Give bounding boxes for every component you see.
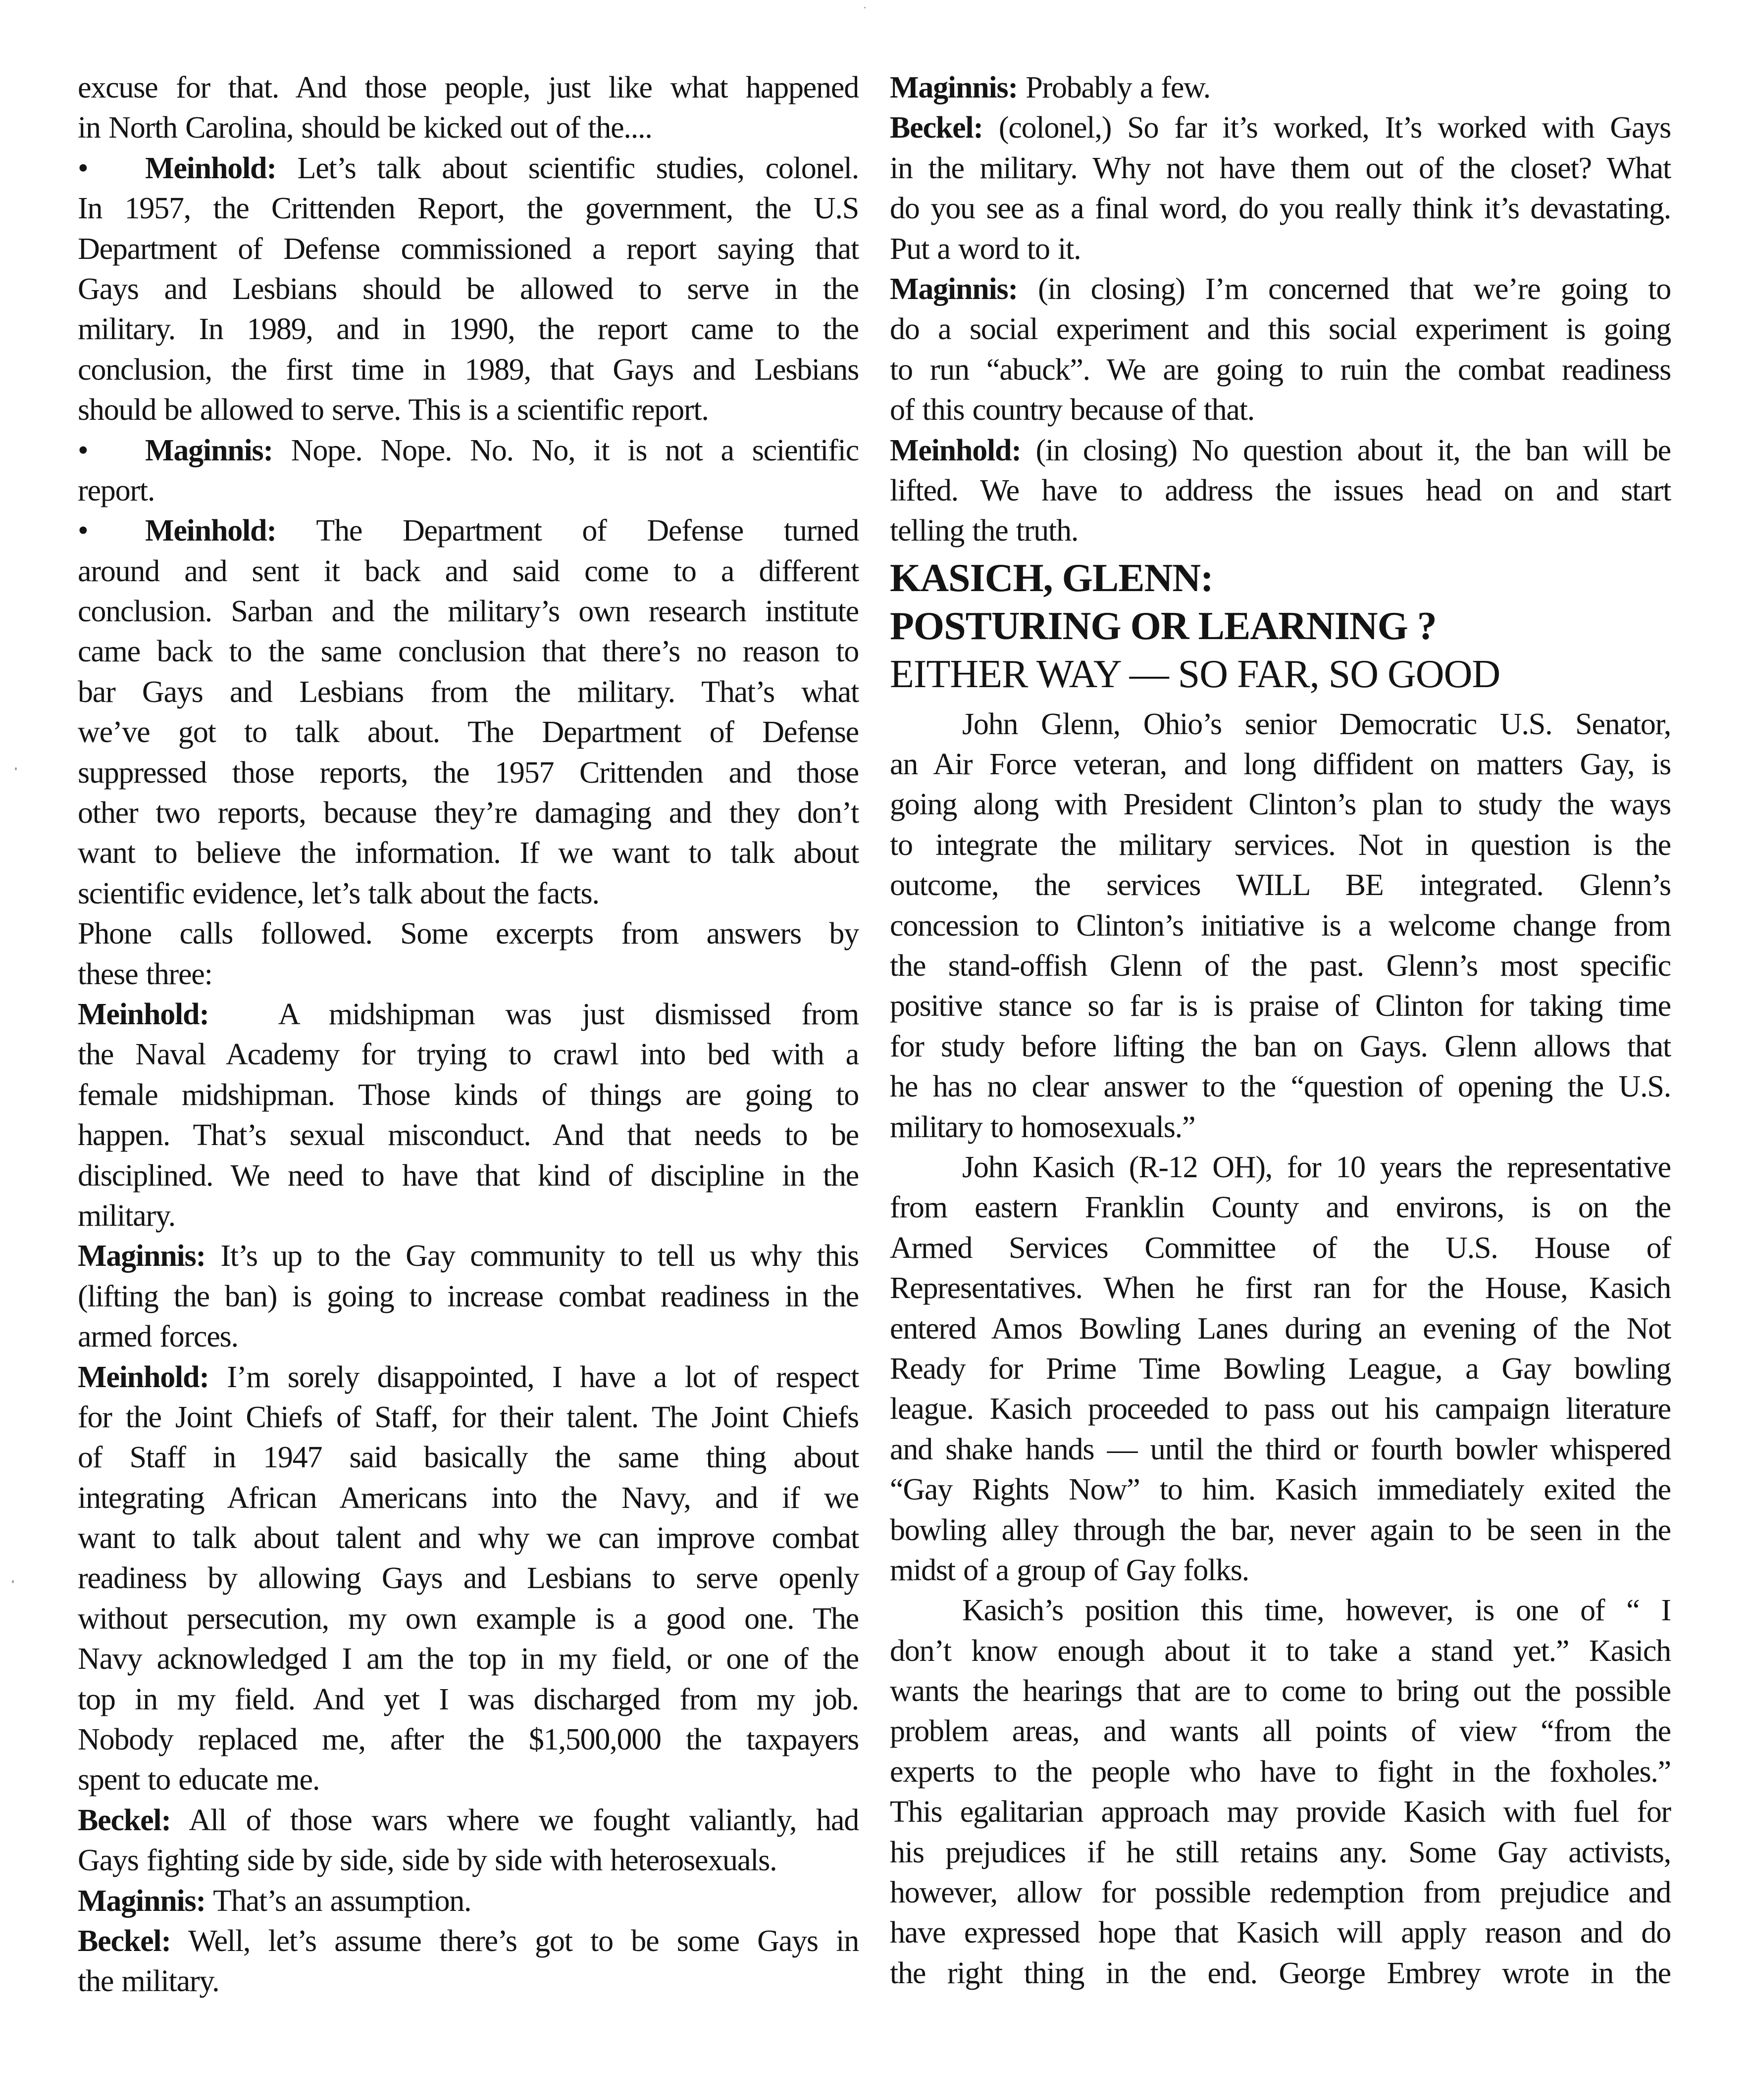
line-text: Nope. Nope. No. No, it is not a scientific — [272, 433, 859, 467]
text-line — [78, 1035, 859, 1075]
line-text: for study before lifting the ban on Gays. Glenn allows that — [890, 1029, 1671, 1063]
line-text: we’ve got to talk about. The Department of Defense — [78, 715, 859, 750]
text-line — [890, 68, 1671, 108]
line-text: should be allowed to serve. This is a scientific report. — [78, 393, 709, 427]
line-text: scientific evidence, let’s talk about the facts. — [78, 876, 599, 910]
line-text: The Department of Defense turned — [276, 514, 859, 548]
text-line — [78, 551, 859, 592]
text-line — [890, 1953, 1671, 1994]
line-text: military. In 1989, and in 1990, the report came to the — [78, 312, 859, 347]
line-text: disciplined. We need to have that kind of discipline in the — [78, 1158, 859, 1193]
line-text: female midshipman. Those kinds of things are going to — [78, 1078, 859, 1112]
text-line — [890, 269, 1671, 309]
text-line — [890, 1268, 1671, 1308]
speaker-name: Meinhold: — [145, 151, 276, 185]
line-text: I’m sorely disappointed, I have a lot of respect — [208, 1360, 859, 1394]
line-text: came back to the same conclusion that there’s no reason to — [78, 635, 859, 669]
text-line — [78, 229, 859, 269]
text-line — [78, 1438, 859, 1478]
line-text: (lifting the ban) is going to increase combat readiness in the — [78, 1279, 859, 1313]
line-text: to integrate the military services. Not in question is the — [890, 828, 1671, 862]
line-text: without persecution, my own example is a good one. The — [78, 1601, 859, 1636]
line-text: conclusion, the first time in 1989, that Gays and Lesbians — [78, 352, 859, 387]
text-line — [78, 793, 859, 833]
speaker-name: Maginnis: — [78, 1884, 206, 1918]
line-text: of this country because of that. — [890, 393, 1255, 427]
line-text: excuse for that. And those people, just like what happened — [78, 71, 859, 104]
line-text: experts to the people who have to fight in the foxholes.” — [890, 1754, 1671, 1789]
line-text: bowling alley through the bar, never again to be seen in the — [890, 1513, 1671, 1547]
line-text: (in closing) I’m concerned that we’re going to — [1017, 272, 1671, 306]
line-text: Armed Services Committee of the U.S. House of — [890, 1231, 1671, 1265]
text-line — [890, 189, 1671, 229]
text-line — [78, 1478, 859, 1518]
headline-line-1: KASICH, GLENN: — [890, 556, 1213, 600]
speaker-name: Beckel: — [78, 1924, 171, 1958]
text-line — [890, 825, 1671, 865]
line-text: Phone calls followed. Some excerpts from answers by — [78, 917, 859, 951]
text-line — [78, 1236, 859, 1276]
line-text: wants the hearings that are to come to bring out the possible — [890, 1674, 1671, 1708]
line-text: want to talk about talent and why we can improve combat — [78, 1521, 859, 1555]
text-line — [890, 1873, 1671, 1913]
text-line — [78, 1075, 859, 1115]
right-column-intro — [890, 68, 1671, 551]
line-text: All of those wars where we fought valiantly, had — [170, 1803, 859, 1837]
line-text: telling the truth. — [890, 514, 1079, 548]
text-line — [78, 833, 859, 873]
text-line — [890, 1107, 1671, 1148]
line-text: Let’s talk about scientific studies, colonel. — [276, 151, 859, 185]
text-line — [78, 269, 859, 309]
line-text: do you see as a final word, do you really think it’s devastating. — [890, 192, 1671, 226]
text-line — [78, 1921, 859, 1961]
speaker-name: Meinhold: — [890, 433, 1021, 467]
line-text: concession to Clinton’s initiative is a welcome change from — [890, 908, 1671, 943]
scan-speck — [15, 767, 17, 770]
text-line — [890, 1389, 1671, 1429]
scan-speck — [864, 7, 866, 8]
speaker-name: Meinhold: — [78, 1360, 209, 1394]
text-line — [78, 1398, 859, 1438]
line-text: problem areas, and wants all points of view “from the — [890, 1714, 1671, 1749]
text-line — [78, 1317, 859, 1357]
text-line — [78, 1881, 859, 1921]
text-line — [78, 390, 859, 430]
line-text: (in closing) No question about it, the ban will be — [1021, 433, 1671, 467]
line-text: the Naval Academy for trying to crawl into bed with a — [78, 1038, 859, 1072]
text-line — [78, 712, 859, 752]
line-text: in North Carolina, should be kicked out of the.... — [78, 111, 652, 145]
line-text: armed forces. — [78, 1320, 238, 1354]
text-line — [890, 149, 1671, 189]
line-text: lifted. We have to address the issues head on and start — [890, 473, 1671, 507]
text-line — [78, 1558, 859, 1599]
text-line — [78, 1156, 859, 1196]
speaker-name: Maginnis: — [890, 71, 1018, 104]
text-line — [890, 1833, 1671, 1873]
text-line — [78, 995, 859, 1035]
line-text: do a social experiment and this social experiment is going — [890, 312, 1671, 347]
text-line — [890, 1913, 1671, 1953]
text-line — [78, 471, 859, 511]
line-text: In 1957, the Crittenden Report, the government, the U.S — [78, 192, 859, 226]
text-line — [78, 189, 859, 229]
text-line — [890, 229, 1671, 269]
text-line — [890, 1510, 1671, 1550]
line-text: John Kasich (R-12 OH), for 10 years the representative — [962, 1150, 1671, 1184]
article-headline — [890, 554, 1671, 699]
line-text: the stand-offish Glenn of the past. Glenn’s most specific — [890, 949, 1671, 983]
text-line — [78, 1800, 859, 1841]
bullet-icon: • — [78, 514, 88, 548]
speaker-name: Meinhold: — [145, 514, 276, 548]
line-text: other two reports, because they’re damaging and they don’t — [78, 796, 859, 830]
text-line — [78, 149, 859, 189]
text-line — [890, 785, 1671, 825]
text-line — [78, 1599, 859, 1639]
text-line — [890, 745, 1671, 785]
text-line — [78, 1639, 859, 1679]
line-text: around and sent it back and said come to a different — [78, 554, 859, 588]
line-text: Kasich’s position this time, however, is one of “ I — [962, 1594, 1671, 1628]
line-text: his prejudices if he still retains any. Some Gay activists, — [890, 1835, 1671, 1869]
text-line — [78, 309, 859, 350]
text-line — [890, 1711, 1671, 1751]
text-line — [78, 1196, 859, 1236]
text-line — [890, 350, 1671, 390]
text-line — [890, 1631, 1671, 1671]
text-line — [890, 704, 1671, 745]
article-body — [890, 704, 1671, 1994]
text-line — [78, 350, 859, 390]
line-text: for the Joint Chiefs of Staff, for their talent. The Joint Chiefs — [78, 1400, 859, 1434]
line-text: to run “abuck”. We are going to ruin the combat readiness — [890, 352, 1671, 387]
text-line — [890, 390, 1671, 430]
speaker-name: Meinhold: — [78, 997, 209, 1031]
line-text: positive stance so far is is praise of Clinton for taking time — [890, 989, 1671, 1023]
line-text: however, allow for possible redemption from prejudice and — [890, 1876, 1671, 1910]
bullet-icon: • — [78, 433, 88, 467]
line-text: want to believe the information. If we want to talk about — [78, 836, 859, 870]
text-line — [78, 672, 859, 712]
line-text: league. Kasich proceeded to pass out his campaign literature — [890, 1392, 1671, 1426]
text-line — [78, 874, 859, 914]
line-text: conclusion. Sarban and the military’s own research institute — [78, 595, 859, 629]
text-line — [890, 1591, 1671, 1631]
text-line — [890, 1148, 1671, 1188]
line-text: Put a word to it. — [890, 232, 1081, 266]
text-line — [78, 1277, 859, 1317]
text-line — [78, 592, 859, 632]
text-line — [78, 431, 859, 471]
line-text: A midshipman was just dismissed from — [278, 997, 859, 1031]
line-text: in the military. Why not have them out of the closet? What — [890, 151, 1671, 185]
line-text: John Glenn, Ohio’s senior Democratic U.S. Senator, — [962, 707, 1671, 741]
text-line — [78, 1720, 859, 1760]
line-text: top in my field. And yet I was discharged from my job. — [78, 1682, 859, 1716]
text-line — [890, 309, 1671, 350]
text-line — [78, 108, 859, 148]
line-text: outcome, the services WILL BE integrated. Glenn’s — [890, 868, 1671, 902]
text-line — [890, 1309, 1671, 1349]
line-text: readiness by allowing Gays and Lesbians to serve openly — [78, 1561, 859, 1596]
text-line — [78, 511, 859, 551]
text-line — [890, 1349, 1671, 1389]
line-text: an Air Force veteran, and long diffident on matters Gay, is — [890, 748, 1671, 782]
text-line — [890, 1550, 1671, 1591]
line-text: of Staff in 1947 said basically the same thing about — [78, 1441, 859, 1475]
text-line — [890, 1752, 1671, 1792]
text-line — [78, 753, 859, 793]
line-text: bar Gays and Lesbians from the military. That’s what — [78, 675, 859, 709]
line-text: he has no clear answer to the “question of opening the U.S. — [890, 1070, 1671, 1104]
line-text: (colonel,) So far it’s worked, It’s worked with Gays — [982, 111, 1671, 145]
text-line — [78, 1357, 859, 1398]
text-line — [890, 1067, 1671, 1107]
text-line — [78, 914, 859, 954]
text-line — [78, 1841, 859, 1881]
scan-speck — [12, 1580, 14, 1583]
text-line — [890, 1188, 1671, 1228]
text-line — [890, 1228, 1671, 1268]
bullet-icon: • — [78, 151, 88, 185]
line-text: Nobody replaced me, after the $1,500,000 the taxpayers — [78, 1723, 859, 1757]
line-text: Ready for Prime Time Bowling League, a Gay bowling — [890, 1351, 1671, 1386]
line-text: entered Amos Bowling Lanes during an evening of the Not — [890, 1311, 1671, 1346]
text-line — [890, 1027, 1671, 1067]
text-line — [890, 865, 1671, 905]
text-line — [890, 108, 1671, 148]
line-text: Department of Defense commissioned a report saying that — [78, 232, 859, 266]
line-text: Representatives. When he first ran for the House, Kasich — [890, 1271, 1671, 1305]
text-line — [78, 632, 859, 672]
text-line — [78, 954, 859, 995]
line-text: going along with President Clinton’s plan to study the ways — [890, 788, 1671, 822]
line-text: integrating African Americans into the Navy, and if we — [78, 1481, 859, 1515]
line-text: Navy acknowledged I am the top in my field, or one of the — [78, 1642, 859, 1676]
line-text: suppressed those reports, the 1957 Crittenden and those — [78, 755, 859, 790]
line-text: Gays and Lesbians should be allowed to serve in the — [78, 272, 859, 306]
line-text: Well, let’s assume there’s got to be some Gays in — [170, 1924, 859, 1958]
text-line — [890, 1792, 1671, 1832]
text-line — [890, 471, 1671, 511]
text-line — [78, 1760, 859, 1800]
text-line — [78, 1518, 859, 1558]
line-text: happen. That’s sexual misconduct. And that needs to be — [78, 1118, 859, 1152]
text-line — [890, 946, 1671, 986]
text-line — [890, 511, 1671, 551]
line-text: the military. — [78, 1964, 219, 1999]
text-line — [890, 431, 1671, 471]
text-line — [890, 1470, 1671, 1510]
line-text: the right thing in the end. George Embrey wrote in the — [890, 1956, 1671, 1990]
line-text: spent to educate me. — [78, 1763, 320, 1797]
speaker-name: Beckel: — [78, 1803, 171, 1837]
line-text: It’s up to the Gay community to tell us why this — [205, 1239, 859, 1273]
line-text: Probably a few. — [1017, 71, 1211, 104]
text-line — [890, 1671, 1671, 1711]
line-text: report. — [78, 473, 155, 507]
line-text: midst of a group of Gay folks. — [890, 1553, 1249, 1587]
line-text: military. — [78, 1199, 175, 1233]
text-line — [78, 1115, 859, 1155]
text-line — [890, 1430, 1671, 1470]
text-line — [78, 1961, 859, 2001]
line-text: That’s an assumption. — [205, 1884, 471, 1918]
text-line — [890, 986, 1671, 1026]
left-column — [78, 68, 859, 2002]
speaker-name: Beckel: — [890, 111, 983, 145]
headline-line-2: POSTURING OR LEARNING ? — [890, 604, 1437, 648]
speaker-name: Maginnis: — [145, 433, 273, 467]
line-text: and shake hands — until the third or fourth bowler whispered — [890, 1432, 1671, 1466]
speaker-name: Maginnis: — [78, 1239, 206, 1273]
text-line — [78, 68, 859, 108]
line-text: military to homosexuals.” — [890, 1110, 1195, 1144]
right-column — [890, 68, 1671, 1994]
line-text: “Gay Rights Now” to him. Kasich immediately exited the — [890, 1473, 1671, 1507]
headline-subhead: EITHER WAY — SO FAR, SO GOOD — [890, 652, 1500, 696]
text-line — [78, 1680, 859, 1720]
speaker-name: Maginnis: — [890, 272, 1018, 306]
text-line — [890, 906, 1671, 946]
line-text: don’t know enough about it to take a stand yet.” Kasich — [890, 1634, 1671, 1668]
line-text: This egalitarian approach may provide Kasich with fuel for — [890, 1795, 1671, 1829]
line-text: Gays fighting side by side, side by side with heterosexuals. — [78, 1844, 777, 1878]
line-text: from eastern Franklin County and environs, is on the — [890, 1191, 1671, 1225]
line-text: have expressed hope that Kasich will apply reason and do — [890, 1916, 1671, 1950]
line-text: these three: — [78, 957, 212, 991]
